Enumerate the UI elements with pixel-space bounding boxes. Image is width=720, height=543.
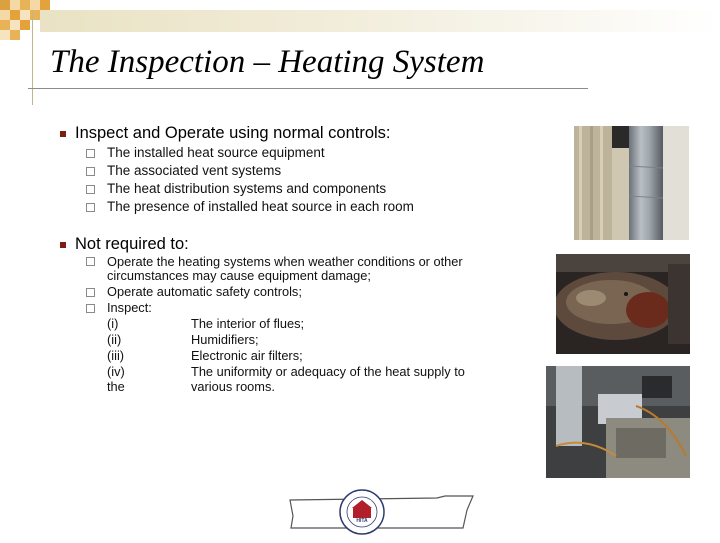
section1-item: The associated vent systems: [107, 163, 282, 178]
sub-item-text: various rooms.: [191, 379, 275, 394]
checkbox-bullet-icon: [86, 149, 95, 158]
checkbox-bullet-icon: [86, 288, 95, 297]
tennessee-hita-logo: [287, 488, 477, 538]
section2-item: Operate the heating systems when weather conditions or other: [107, 254, 463, 269]
checkbox-bullet-icon: [86, 257, 95, 266]
section1-item: The installed heat source equipment: [107, 145, 325, 160]
sub-item-number: the: [107, 379, 125, 394]
vent-pipe-photo: [574, 126, 689, 240]
checkbox-bullet-icon: [86, 203, 95, 212]
checkbox-bullet-icon: [86, 304, 95, 313]
slide-title: The Inspection – Heating System: [50, 44, 485, 80]
sub-item-text: Humidifiers;: [191, 332, 259, 347]
sub-item-number: (iv): [107, 364, 125, 379]
section2-item: Inspect:: [107, 300, 152, 315]
section1-item: The presence of installed heat source in each room: [107, 199, 414, 214]
sub-item-number: (ii): [107, 332, 122, 347]
sub-item-text: Electronic air filters;: [191, 348, 303, 363]
rusty-flue-pipe-photo: [556, 254, 690, 354]
section1-item: The heat distribution systems and components: [107, 181, 387, 196]
bullet-square: [60, 242, 66, 248]
bullet-square: [60, 131, 66, 137]
section2-heading: Not required to:: [75, 235, 189, 253]
sub-item-number: (i): [107, 316, 119, 331]
furnace-photo: [546, 366, 690, 478]
sub-item-text: The interior of flues;: [191, 316, 305, 331]
header-gradient-bar: [40, 10, 720, 32]
sub-item-number: (iii): [107, 348, 125, 363]
section1-heading: Inspect and Operate using normal controls:: [75, 124, 391, 142]
checkbox-bullet-icon: [86, 167, 95, 176]
logo-text: HITA: [356, 518, 368, 524]
title-underline: [28, 88, 588, 89]
section2-item-continued: circumstances may cause equipment damage;: [107, 268, 371, 283]
sub-item-text: The uniformity or adequacy of the heat supply to: [191, 364, 465, 379]
checkbox-bullet-icon: [86, 185, 95, 194]
vertical-rule: [32, 10, 33, 105]
section2-item: Operate automatic safety controls;: [107, 284, 302, 299]
